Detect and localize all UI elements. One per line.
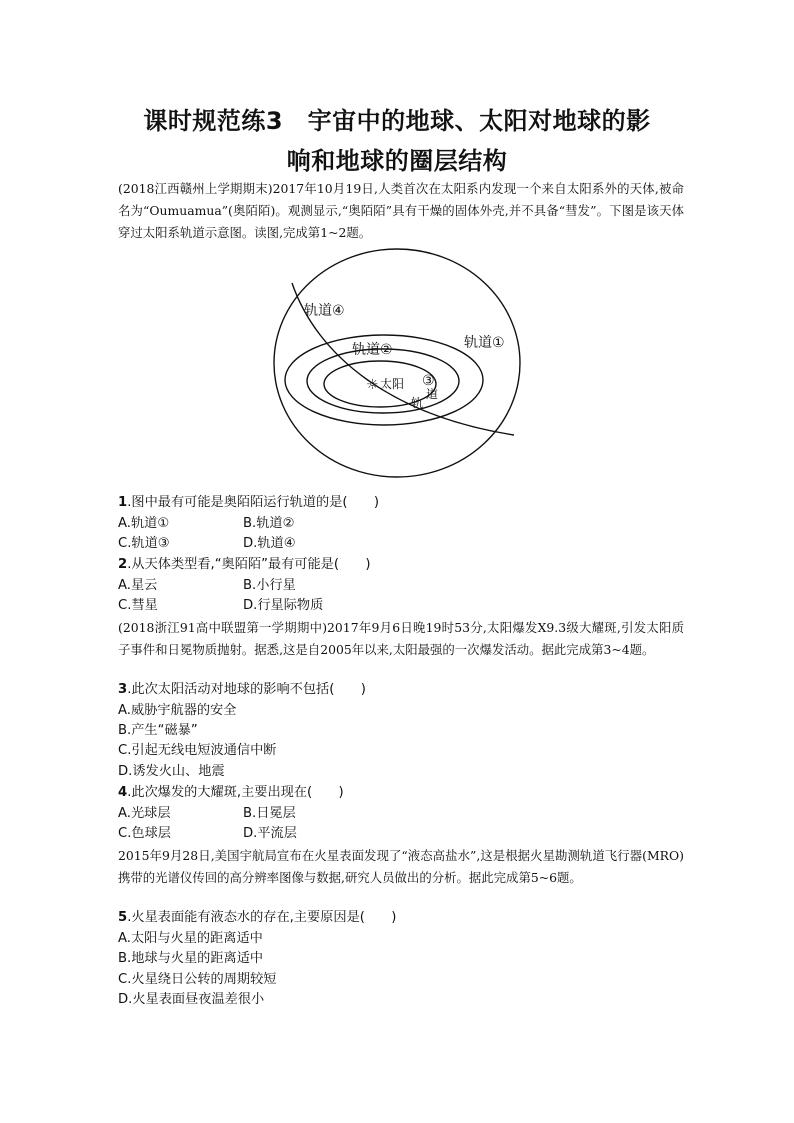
question-2-option-d: D.行星际物质 bbox=[243, 598, 324, 613]
question-2-option-a: A.星云 bbox=[118, 578, 158, 593]
intro-paragraph-1: (2018江西赣州上学期期末)2017年10月19日,人类首次在太阳系内发现一个来自太阳系外的天体,被命名为“Oumuamua”(奥陌陌)。观测显示,“奥陌陌”具有干燥的固体外壳,并不具备“彗发”。下图是该天体穿过太阳系轨道示意图。读图,完成第1~2题。 bbox=[118, 181, 684, 240]
question-4-option-d: D.平流层 bbox=[243, 826, 297, 841]
orbit-diagram bbox=[272, 246, 522, 481]
question-1-stem: .图中最有可能是奥陌陌运行轨道的是( ) bbox=[127, 495, 380, 510]
question-3-number: 3 bbox=[118, 682, 128, 697]
page-title-line-2: 响和地球的圈层结构 bbox=[286, 147, 508, 175]
sun-icon: ☼ bbox=[366, 377, 379, 393]
question-1-option-d: D.轨道④ bbox=[243, 536, 296, 551]
question-4-option-a: A.光球层 bbox=[118, 806, 171, 821]
question-3-stem: .此次太阳活动对地球的影响不包括( ) bbox=[127, 682, 366, 697]
orbit-4-label: 轨道④ bbox=[304, 303, 345, 319]
question-1-option-b: B.轨道② bbox=[243, 516, 295, 531]
question-3-option-d: D.诱发火山、地震 bbox=[118, 764, 225, 779]
orbit-2-label: 轨道② bbox=[352, 342, 393, 358]
question-5-option-c: C.火星绕日公转的周期较短 bbox=[118, 972, 277, 987]
sun-label: 太阳 bbox=[380, 377, 405, 391]
orbit-1-label: 轨道① bbox=[464, 335, 505, 351]
question-2-option-b: B.小行星 bbox=[243, 578, 296, 593]
question-5-number: 5 bbox=[118, 910, 128, 925]
orbit-3-label-char-2: 道 bbox=[426, 387, 439, 401]
question-4-number: 4 bbox=[118, 785, 128, 800]
orbit-3-label-char-1: 轨 bbox=[411, 396, 424, 410]
question-5 bbox=[118, 908, 396, 928]
orbit-3-number: ③ bbox=[422, 373, 435, 389]
question-5-stem: .火星表面能有液态水的存在,主要原因是( ) bbox=[127, 910, 397, 925]
question-3 bbox=[118, 680, 366, 700]
question-2 bbox=[118, 555, 371, 575]
intro-paragraph-2: (2018浙江91高中联盟第一学期期中)2017年9月6日晚19时53分,太阳爆发X9.3级大耀斑,引发太阳质子事件和日冕物质抛射。据悉,这是自2005年以来,太阳最强的一次爆发活动。据此完成第3~4题。 bbox=[118, 620, 684, 657]
page-title-line-1: 课时规范练3 宇宙中的地球、太阳对地球的影 bbox=[143, 107, 651, 135]
question-1-option-a: A.轨道① bbox=[118, 516, 170, 531]
question-2-option-c: C.彗星 bbox=[118, 598, 158, 613]
question-4-option-b: B.日冕层 bbox=[243, 806, 296, 821]
question-2-number: 2 bbox=[118, 557, 128, 572]
question-5-option-a: A.太阳与火星的距离适中 bbox=[118, 931, 263, 946]
question-2-stem: .从天体类型看,“奥陌陌”最有可能是( ) bbox=[127, 557, 371, 572]
question-1-number: 1 bbox=[118, 495, 128, 510]
question-3-option-b: B.产生“磁暴” bbox=[118, 723, 198, 738]
question-3-option-a: A.威胁宇航器的安全 bbox=[118, 703, 237, 718]
question-3-option-c: C.引起无线电短波通信中断 bbox=[118, 743, 277, 758]
question-4-stem: .此次爆发的大耀斑,主要出现在( ) bbox=[127, 785, 344, 800]
intro-paragraph-3: 2015年9月28日,美国宇航局宣布在火星表面发现了“液态高盐水”,这是根据火星勘测轨道飞行器(MRO)携带的光谱仪传回的高分辨率图像与数据,研究人员做出的分析。据此完成第5~6题。 bbox=[118, 848, 684, 885]
question-1 bbox=[118, 493, 379, 513]
question-4-option-c: C.色球层 bbox=[118, 826, 171, 841]
question-1-option-c: C.轨道③ bbox=[118, 536, 170, 551]
question-5-option-b: B.地球与火星的距离适中 bbox=[118, 951, 264, 966]
orbit-1-ellipse bbox=[274, 249, 520, 477]
question-5-option-d: D.火星表面昼夜温差很小 bbox=[118, 992, 265, 1007]
question-4 bbox=[118, 783, 344, 803]
